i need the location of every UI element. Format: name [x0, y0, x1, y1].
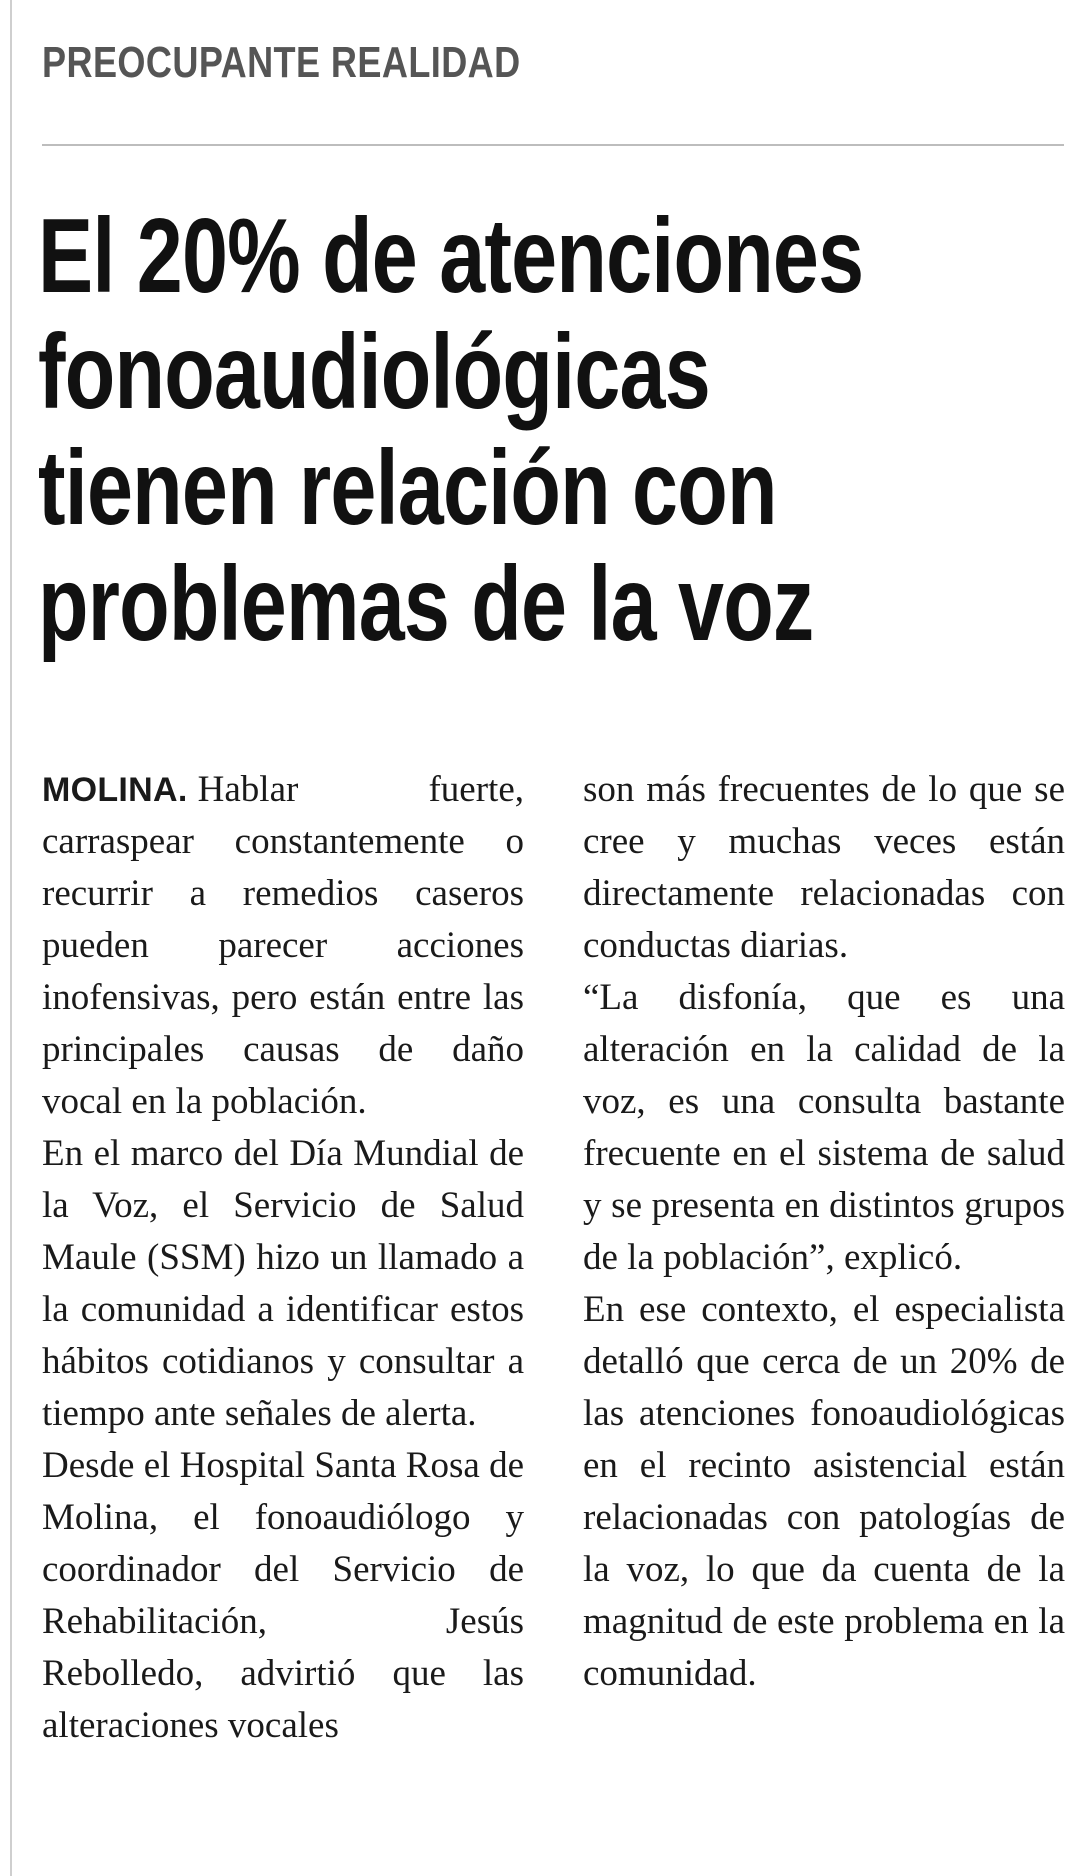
- body-column-2: [583, 764, 1065, 1700]
- body-paragraph: “La disfonía, que es una alteración en la calidad de la voz, es una consulta bastante frecuente en el sistema de salud y se presenta en distintos grupos de la población”, explicó.: [583, 977, 1065, 1278]
- headline-line: fonoaudiológicas: [38, 313, 710, 431]
- headline-line: problemas de la voz: [38, 545, 814, 663]
- paragraph-text: Hablar fuerte, carraspear constantemente o recurrir a remedios caseros pueden parecer acciones inofensivas, pero están entre las principales causas de daño vocal en la población.: [42, 769, 524, 1122]
- page-left-border: [10, 0, 12, 1876]
- section-kicker: PREOCUPANTE REALIDAD: [42, 38, 521, 87]
- body-paragraph: son más frecuentes de lo que se cree y muchas veces están directamente relacionadas con conductas diarias.: [583, 769, 1065, 966]
- article-body: [42, 764, 1064, 1854]
- body-paragraph: [42, 764, 524, 1128]
- dateline: MOLINA.: [42, 771, 188, 809]
- body-paragraph: Desde el Hospital Santa Rosa de Molina, el fonoaudiólogo y coordinador del Servicio de Rehabilitación, Jesús Rebolledo, advirtió que las alteraciones vocales: [42, 1445, 524, 1746]
- body-paragraph: En ese contexto, el especialista detalló que cerca de un 20% de las atenciones fonoaudiológicas en el recinto asistencial están relacionadas con patologías de la voz, lo que da cuenta de la magnitud de este problema en la comunidad.: [583, 1289, 1065, 1694]
- body-column-1: [42, 764, 524, 1752]
- headline-line: tienen relación con: [38, 429, 777, 547]
- body-paragraph: En el marco del Día Mundial de la Voz, el Servicio de Salud Maule (SSM) hizo un llamado a la comunidad a identificar estos hábitos cotidianos y consultar a tiempo ante señales de alerta.: [42, 1133, 524, 1434]
- article-headline: [38, 198, 974, 662]
- headline-line: El 20% de atenciones: [38, 197, 864, 315]
- kicker-divider: [42, 144, 1064, 146]
